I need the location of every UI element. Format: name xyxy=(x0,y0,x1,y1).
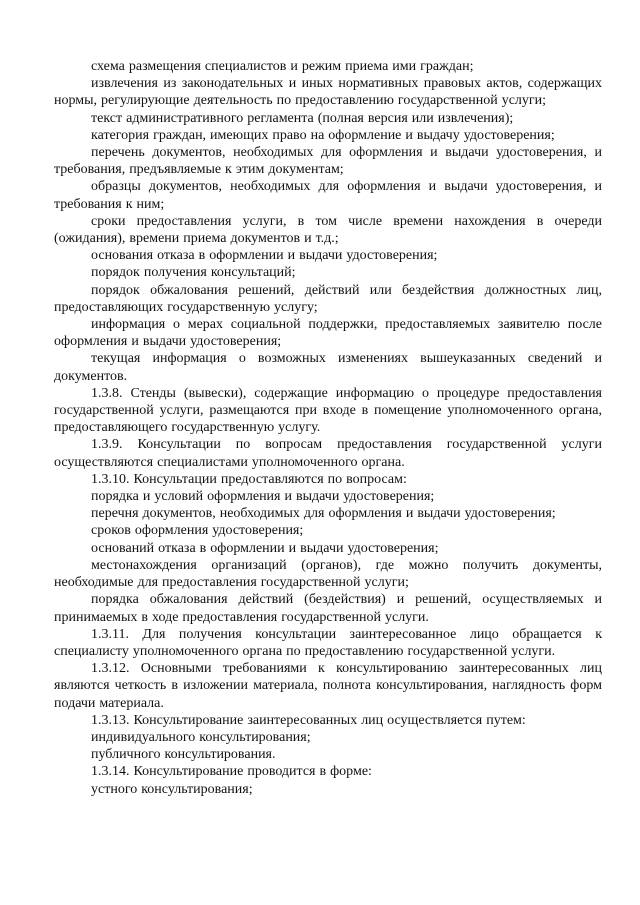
section-1-3-11: 1.3.11. Для получения консультации заинтересованное лицо обращается к специалисту уполномоченного органа по предоставлению государственной услуги. xyxy=(54,626,602,659)
paragraph: оснований отказа в оформлении и выдачи удостоверения; xyxy=(91,540,439,556)
section-1-3-14: 1.3.14. Консультирование проводится в форме: xyxy=(91,764,372,780)
paragraph: текст административного регламента (полная версия или извлечения); xyxy=(91,110,514,126)
paragraph: перечень документов, необходимых для оформления и выдачи удостоверения, и требования, предъявляемые к этим документам; xyxy=(54,145,602,178)
paragraph: публичного консультирования. xyxy=(91,747,276,763)
section-1-3-8: 1.3.8. Стенды (вывески), содержащие информацию о процедуре предоставления государственной услуги, размещаются при входе в помещение уполномоченного органа, предоставляющего государственную услугу. xyxy=(54,385,602,436)
paragraph: схема размещения специалистов и режим приема ими граждан; xyxy=(91,59,474,74)
paragraph: сроки предоставления услуги, в том числе времени нахождения в очереди (ожидания), времени приема документов и т.д.; xyxy=(54,213,602,247)
section-1-3-12: 1.3.12. Основными требованиями к консультированию заинтересованных лиц являются четкость в изложении материала, полнота консультирования, наглядность форм подачи материала. xyxy=(54,661,602,711)
section-1-3-13: 1.3.13. Консультирование заинтересованных лиц осуществляется путем: xyxy=(91,712,526,728)
paragraph: местонахождения организаций (органов), где можно получить документы, необходимые для предоставления государственной услуги; xyxy=(54,557,602,591)
paragraph: устного консультирования; xyxy=(91,781,253,797)
paragraph: извлечения из законодательных и иных нормативных правовых актов, содержащих нормы, регулирующие деятельность по предоставлению государственной услуги; xyxy=(54,76,602,109)
paragraph: порядок получения консультаций; xyxy=(91,265,296,281)
paragraph: информация о мерах социальной поддержки, предоставляемых заявителю после оформления и выдачи удостоверения; xyxy=(54,317,602,350)
paragraph: индивидуального консультирования; xyxy=(91,729,311,745)
paragraph: текущая информация о возможных изменениях вышеуказанных сведений и документов. xyxy=(54,351,602,384)
paragraph: образцы документов, необходимых для оформления и выдачи удостоверения, и требования к ним; xyxy=(54,179,602,212)
paragraph: порядок обжалования решений, действий или бездействия должностных лиц, предоставляющих государственную услугу; xyxy=(54,282,602,315)
section-1-3-10: 1.3.10. Консультации предоставляются по вопросам: xyxy=(91,471,407,487)
paragraph: основания отказа в оформлении и выдачи удостоверения; xyxy=(91,248,438,264)
section-1-3-9: 1.3.9. Консультации по вопросам предоставления государственной услуги осуществляются специалистами уполномоченного органа. xyxy=(54,437,602,470)
paragraph: сроков оформления удостоверения; xyxy=(91,523,304,539)
paragraph: порядка и условий оформления и выдачи удостоверения; xyxy=(91,489,435,505)
paragraph: порядка обжалования действий (бездействия) и решений, осуществляемых и принимаемых в ходе предоставления государственной услуги. xyxy=(54,592,602,625)
paragraph: категория граждан, имеющих право на оформление и выдачу удостоверения; xyxy=(91,127,555,143)
document-page xyxy=(54,58,602,798)
paragraph: перечня документов, необходимых для оформления и выдачи удостоверения; xyxy=(91,506,556,522)
